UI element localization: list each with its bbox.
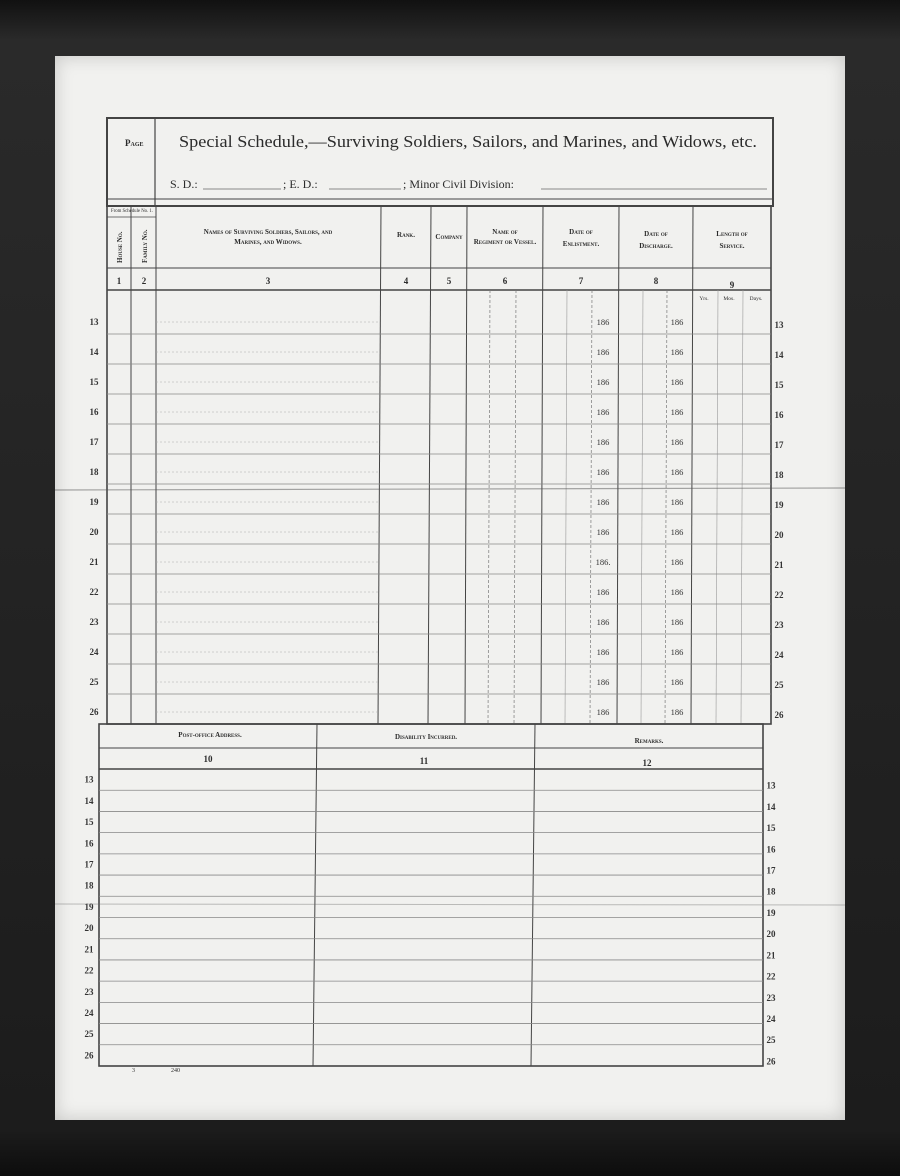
- row-number-left: 22: [84, 965, 94, 976]
- enlistment-year: 186: [596, 467, 610, 477]
- row-number-right: 16: [766, 844, 776, 855]
- discharge-header-line2: Discharge.: [639, 242, 673, 250]
- row-number-right: 18: [766, 886, 776, 897]
- enlistment-year: 186: [596, 647, 610, 657]
- footer-left-number: 3: [132, 1068, 135, 1074]
- row-number-left: 23: [89, 617, 99, 627]
- bottom-table-rows: [85, 775, 777, 1067]
- col-num-5: 5: [446, 276, 452, 286]
- form-grid: [55, 56, 845, 1120]
- enlistment-year: 186.: [595, 557, 611, 567]
- row-number-right: 18: [774, 470, 784, 480]
- row-number-right: 14: [774, 350, 784, 360]
- row-number-left: 25: [84, 1029, 94, 1040]
- service-sub-mos: Mos.: [723, 296, 735, 302]
- row-number-right: 19: [774, 500, 784, 510]
- family-no-header: Family No.: [141, 229, 149, 263]
- names-header-line1: Names of Surviving Soldiers, Sailors, and: [203, 228, 333, 236]
- discharge-year: 186: [670, 617, 684, 627]
- row-number-left: 20: [84, 923, 94, 934]
- service-sub-days: Days.: [749, 296, 763, 302]
- enlistment-year: 186: [596, 317, 610, 327]
- row-number-right: 17: [766, 865, 776, 876]
- row-number-left: 14: [89, 347, 99, 357]
- company-header: Company: [435, 233, 463, 241]
- row-number-right: 14: [766, 801, 776, 812]
- enlistment-header-line1: Date of: [569, 228, 593, 236]
- col-num-1: 1: [116, 276, 122, 286]
- row-number-left: 13: [89, 317, 99, 327]
- regiment-header-line2: Regiment or Vessel.: [473, 238, 537, 246]
- footer-right-number: 240: [171, 1068, 180, 1074]
- row-number-left: 18: [84, 880, 94, 891]
- row-number-left: 17: [89, 437, 99, 447]
- row-number-right: 22: [774, 590, 784, 600]
- house-no-header: House No.: [116, 231, 124, 263]
- row-number-right: 17: [774, 440, 784, 450]
- service-header-line1: Length of: [716, 230, 748, 238]
- service-sub-yrs: Yrs.: [699, 296, 709, 302]
- row-number-left: 26: [89, 707, 99, 717]
- enlistment-year: 186: [596, 437, 610, 447]
- bottom-table: [85, 724, 777, 1066]
- top-table: [90, 206, 785, 724]
- row-number-left: 25: [89, 677, 99, 687]
- row-number-left: 18: [89, 467, 99, 477]
- col-num-6: 6: [502, 276, 508, 286]
- mcd-label: ; Minor Civil Division:: [403, 177, 515, 191]
- sd-label: S. D.:: [170, 177, 198, 191]
- discharge-year: 186: [670, 377, 684, 387]
- discharge-year: 186: [670, 677, 684, 687]
- row-number-left: 13: [84, 774, 94, 785]
- discharge-year: 186: [670, 647, 684, 657]
- row-number-right: 19: [766, 907, 776, 918]
- row-number-left: 16: [84, 838, 94, 849]
- row-number-right: 26: [766, 1056, 776, 1067]
- discharge-header-line1: Date of: [644, 230, 668, 238]
- col-num-2: 2: [141, 276, 147, 286]
- enlistment-year: 186: [596, 617, 610, 627]
- form-title: Special Schedule,—Surviving Soldiers, Sailors, and Marines, and Widows, etc.: [179, 132, 757, 151]
- header-box: [107, 118, 773, 206]
- col-num-4: 4: [403, 276, 409, 286]
- discharge-year: 186: [670, 557, 684, 567]
- enlistment-year: 186: [596, 497, 610, 507]
- row-number-right: 16: [774, 410, 784, 420]
- discharge-year: 186: [670, 317, 684, 327]
- from-schedule-label: From Schedule No. 1.: [111, 209, 153, 214]
- discharge-year: 186: [670, 347, 684, 357]
- row-number-right: 13: [766, 780, 776, 791]
- census-form-sheet: [55, 56, 845, 1120]
- row-number-left: 20: [89, 527, 99, 537]
- scan-streak: [55, 904, 845, 905]
- ed-label: ; E. D.:: [283, 177, 318, 191]
- col-num-3: 3: [265, 276, 271, 286]
- row-number-right: 13: [774, 320, 784, 330]
- row-number-left: 24: [89, 647, 99, 657]
- rank-header: Rank.: [397, 231, 415, 239]
- enlistment-year: 186: [596, 587, 610, 597]
- discharge-year: 186: [670, 497, 684, 507]
- row-number-right: 25: [766, 1035, 776, 1046]
- row-number-left: 15: [89, 377, 99, 387]
- enlistment-year: 186: [596, 407, 610, 417]
- col-num-11: 11: [419, 756, 429, 766]
- discharge-year: 186: [670, 527, 684, 537]
- discharge-year: 186: [670, 437, 684, 447]
- row-number-right: 24: [774, 650, 784, 660]
- scan-streak: [55, 488, 845, 490]
- row-number-left: 23: [84, 986, 94, 997]
- row-number-left: 14: [84, 795, 94, 806]
- row-number-left: 21: [84, 944, 94, 955]
- row-number-right: 20: [774, 530, 784, 540]
- enlistment-year: 186: [596, 377, 610, 387]
- row-number-left: 26: [84, 1050, 94, 1061]
- row-number-left: 19: [84, 901, 94, 912]
- row-number-right: 24: [766, 1013, 776, 1024]
- row-number-right: 26: [774, 710, 784, 720]
- remarks-header: Remarks.: [634, 737, 664, 745]
- col-num-7: 7: [578, 276, 584, 286]
- page-label: Page: [125, 138, 144, 148]
- row-number-left: 16: [89, 407, 99, 417]
- post-office-header: Post-office Address.: [178, 731, 242, 739]
- row-number-right: 20: [766, 929, 776, 940]
- row-number-left: 17: [84, 859, 94, 870]
- col-num-8: 8: [653, 276, 659, 286]
- service-header-line2: Service.: [719, 242, 745, 250]
- row-number-right: 23: [774, 620, 784, 630]
- top-table-rows: [90, 317, 785, 720]
- enlistment-year: 186: [596, 527, 610, 537]
- row-number-right: 25: [774, 680, 784, 690]
- disability-header: Disability Incurred.: [394, 733, 458, 741]
- row-number-left: 19: [89, 497, 99, 507]
- names-header-line2: Marines, and Widows.: [234, 238, 302, 246]
- discharge-year: 186: [670, 407, 684, 417]
- row-number-right: 15: [766, 823, 776, 834]
- row-number-right: 21: [766, 950, 776, 961]
- discharge-year: 186: [670, 707, 684, 717]
- col-num-12: 12: [642, 758, 652, 768]
- row-number-right: 21: [774, 560, 784, 570]
- row-number-right: 23: [766, 992, 776, 1003]
- row-number-left: 24: [84, 1007, 94, 1018]
- col-num-10: 10: [203, 754, 213, 764]
- row-number-right: 22: [766, 971, 776, 982]
- col-num-9: 9: [729, 280, 735, 290]
- enlistment-year: 186: [596, 347, 610, 357]
- regiment-header-line1: Name of: [492, 228, 518, 236]
- enlistment-year: 186: [596, 707, 610, 717]
- row-number-left: 22: [89, 587, 99, 597]
- enlistment-header-line2: Enlistment.: [562, 240, 600, 248]
- enlistment-year: 186: [596, 677, 610, 687]
- row-number-left: 21: [89, 557, 99, 567]
- top-table-headers: [111, 209, 763, 302]
- row-number-left: 15: [84, 817, 94, 828]
- discharge-year: 186: [670, 587, 684, 597]
- discharge-year: 186: [670, 467, 684, 477]
- row-number-right: 15: [774, 380, 784, 390]
